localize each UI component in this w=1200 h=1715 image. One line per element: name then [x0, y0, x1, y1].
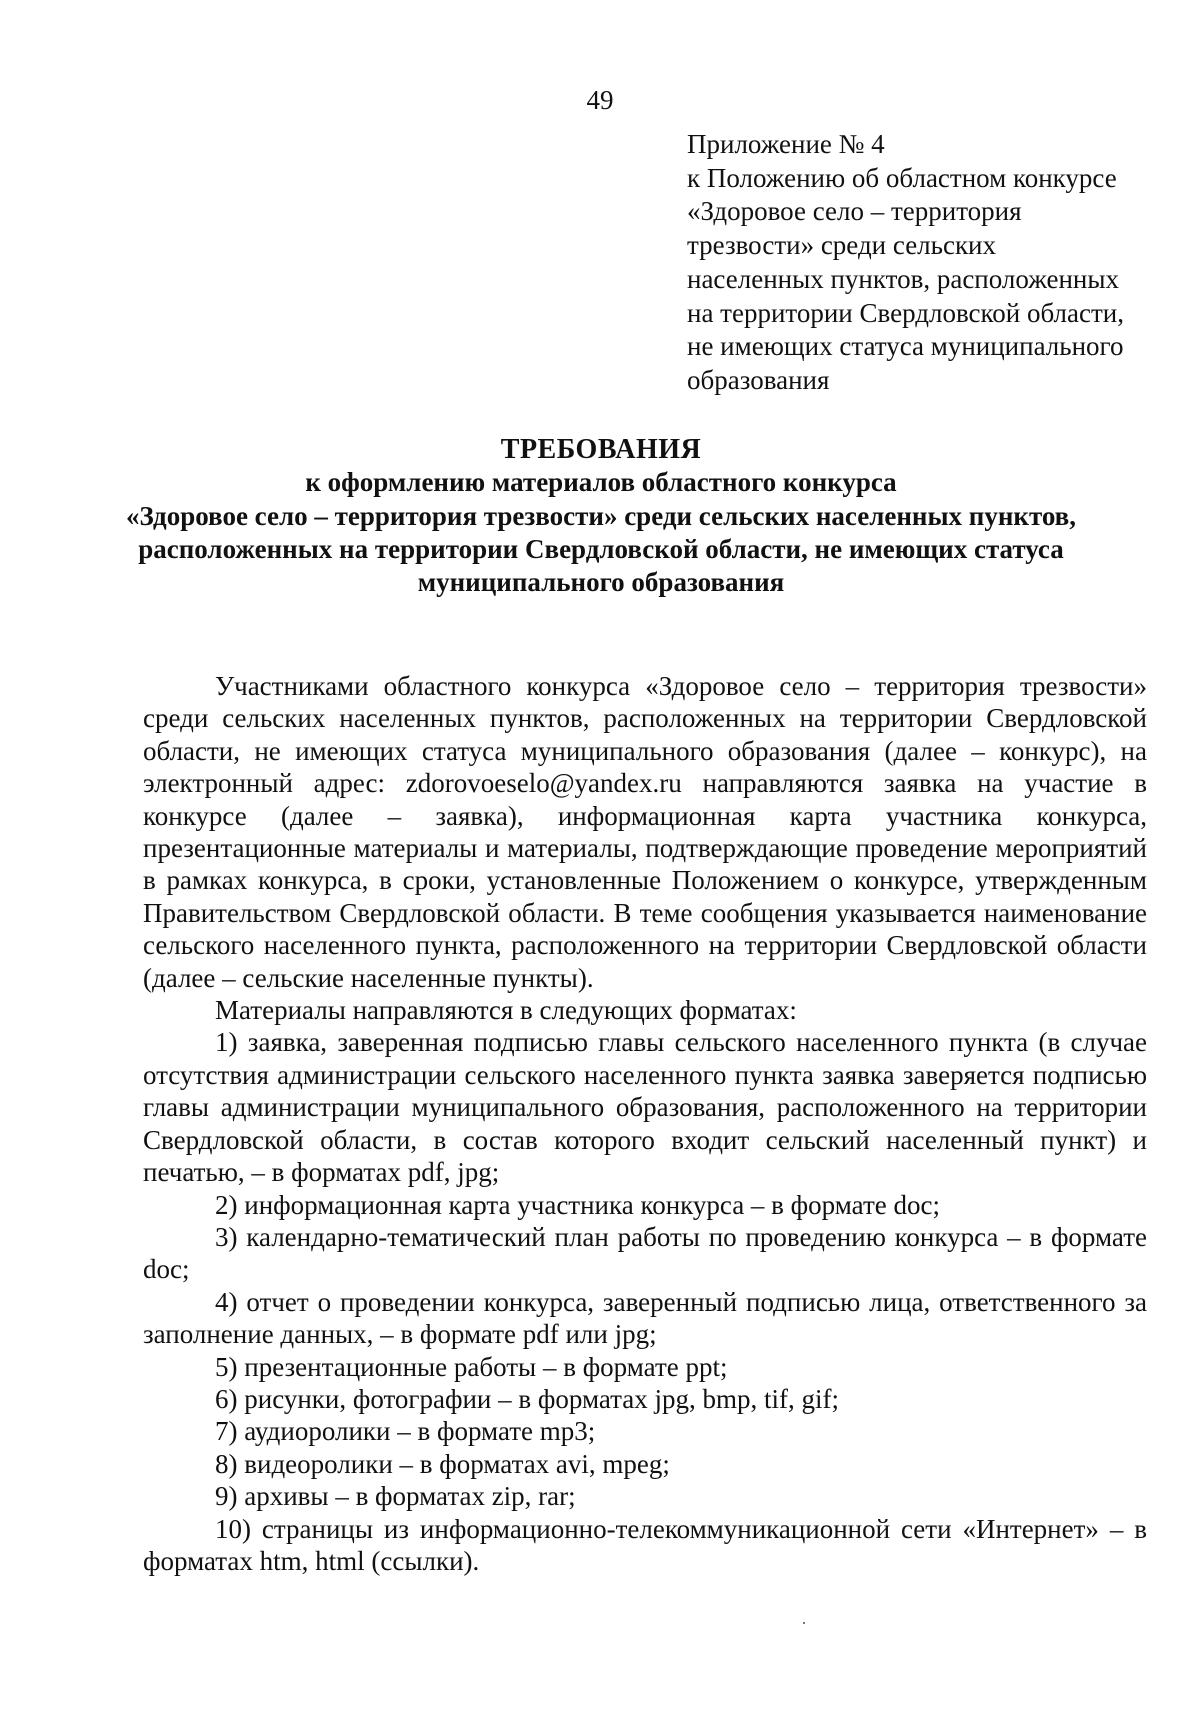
appendix-line: трезвости» среди сельских	[687, 230, 997, 261]
appendix-line: образования	[687, 364, 830, 395]
document-body	[143, 670, 1147, 1577]
appendix-line: «Здоровое село – территория	[687, 196, 1022, 227]
title-main: ТРЕБОВАНИЯ	[500, 434, 702, 465]
format-item: 10) страницы из информационно-телекоммуникационной сети «Интернет» – в форматах htm, html (ссылки).	[143, 1513, 1147, 1576]
appendix-line: к Положению об областном конкурсе	[687, 162, 1117, 193]
page-number: 49	[586, 85, 614, 115]
intro-paragraph: Участниками областного конкурса «Здоровое село – территория трезвости» среди сельских населенных пунктов, расположенных на территории Свердловской области, не имеющих статуса муниципального образования (далее – конкурс), на электронный адрес: zdorovoeselo@yandex.ru направляются заявка на участие в конкурсе (далее – заявка), информационная карта участника конкурса, презентационные материалы и материалы, подтверждающие проведение мероприятий в рамках конкурса, в сроки, установленные Положением о конкурсе, утвержденным Правительством Свердловской области. В теме сообщения указывается наименование сельского населенного пункта, расположенного на территории Свердловской области (далее – сельские населенные пункты).	[143, 671, 1147, 993]
appendix-line: на территории Свердловской области,	[687, 297, 1124, 328]
appendix-line: не имеющих статуса муниципального	[687, 331, 1124, 362]
document-title	[120, 433, 1082, 599]
format-item: 8) видеоролики – в форматах avi, mpeg;	[215, 1448, 670, 1479]
appendix-header	[687, 128, 1167, 398]
format-item: 2) информационная карта участника конкурса – в формате doc;	[215, 1189, 940, 1220]
title-line: расположенных на территории Свердловской области, не имеющих статуса	[138, 533, 1064, 564]
appendix-line: Приложение № 4	[687, 129, 885, 159]
format-item: 5) презентационные работы – в формате ppt;	[215, 1351, 728, 1382]
title-line: «Здоровое село – территория трезвости» среди сельских населенных пунктов,	[125, 500, 1077, 531]
scan-speck	[803, 1622, 805, 1624]
appendix-line: населенных пунктов, расположенных	[687, 263, 1120, 294]
title-line: муниципального образования	[417, 567, 785, 598]
format-item: 1) заявка, заверенная подписью главы сельского населенного пункта (в случае отсутствия администрации сельского населенного пункта заявка заверяется подписью главы администрации муниципального образования, расположенного на территории Свердловской области, в состав которого входит сельский населенный пункт) и печатью, – в форматах pdf, jpg;	[143, 1027, 1147, 1188]
format-item: 6) рисунки, фотографии – в форматах jpg, bmp, tif, gif;	[215, 1383, 839, 1414]
formats-intro: Материалы направляются в следующих форматах:	[215, 995, 797, 1026]
format-item: 9) архивы – в форматах zip, rar;	[215, 1481, 576, 1512]
format-item: 7) аудиоролики – в формате mp3;	[215, 1416, 596, 1447]
format-item: 4) отчет о проведении конкурса, заверенный подписью лица, ответственного за заполнение данных, – в формате pdf или jpg;	[143, 1286, 1147, 1350]
format-item: 3) календарно-тематический план работы по проведению конкурса – в формате doc;	[143, 1221, 1147, 1285]
title-line: к оформлению материалов областного конкурса	[305, 467, 897, 498]
